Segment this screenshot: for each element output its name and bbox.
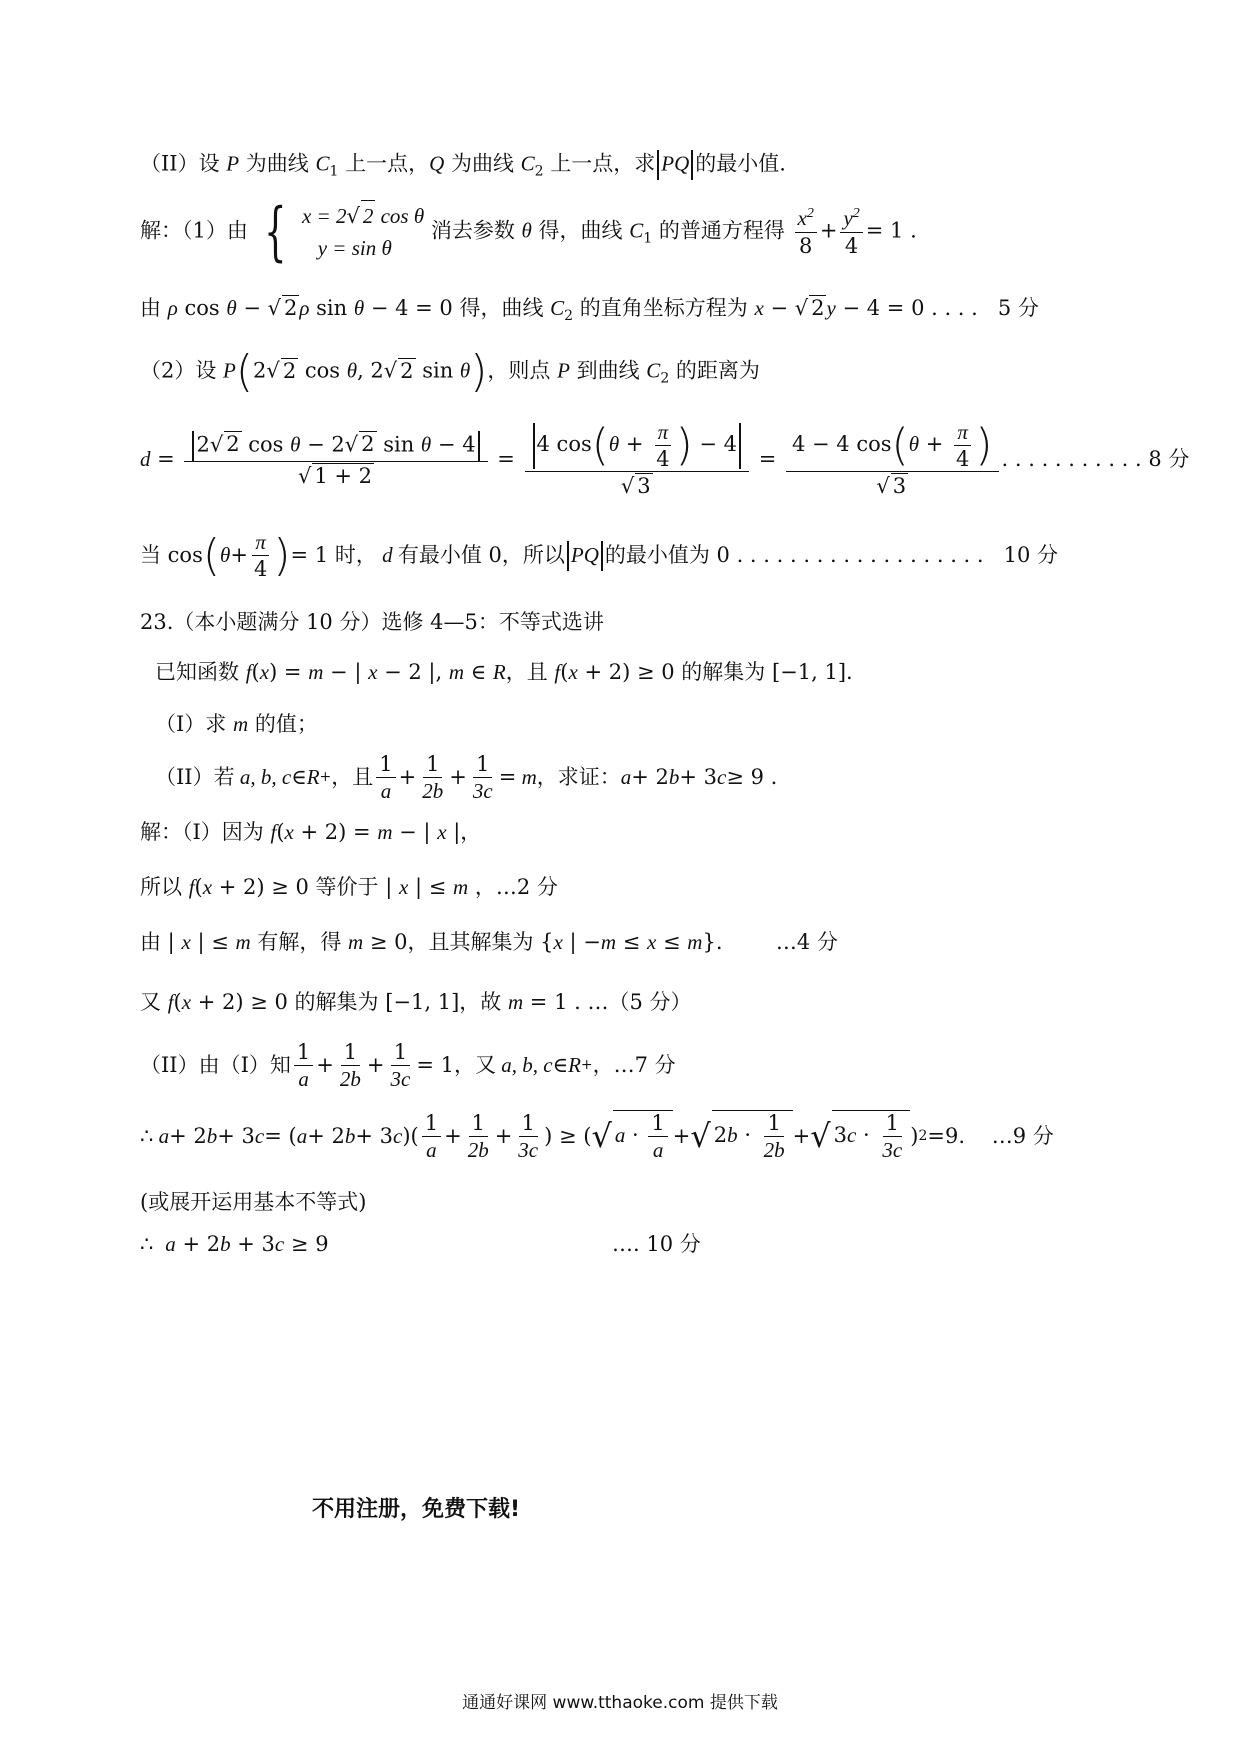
minimum-value-line: 当 cos ( θ + $\frac{\pi}{4}$ ) = 1 时， d 有最小值 0，所以 PQ 的最小值为 0 . . . . . . . . . . . . . . . . . . . 10 分 (140, 529, 1058, 582)
question-23-part-ii: （II）若 a, b, c ∈ R + ，且 $\frac{1}{a}$ + $\frac{1}{2b}$ + $\frac{1}{3c}$ = m ，求证： a + 2 b + 3 c ≥ 9 . (155, 752, 778, 804)
distance-formula: d = $\frac{\text{2√ 2 cos θ − 2√ 2 sin θ − 4}}{√ 1 + 2}$ = 4 cos(θ + $\frac{\pi}{4}$ ) − 4 √ 3 = 4 − 4 cos(θ + $\frac{\pi}{4}$ ) √ 3 . . . . . . . . . . . 8 分 (140, 419, 1190, 499)
question-23-title: 23.（本小题满分 10 分）选修 4—5：不等式选讲 (140, 610, 604, 634)
solution-23-part-ii: （II）由（I）知 $\frac{1}{a}$ + $\frac{1}{2b}$ + $\frac{1}{3c}$ = 1，又 a, b, c ∈ R + ，…7 分 (140, 1040, 676, 1092)
solution-23-m-value: 又 f(x + 2) ≥ 0 的解集为 [−1, 1]，故 m = 1 . …（5 分） (140, 990, 692, 1014)
solution-23-start: 解：（I）因为 f(x + 2) = m − | x |， (140, 820, 482, 844)
solution-part-2: （2）设 P(2√ 2 cos θ, 2√ 2 sin θ)，则点 P 到曲线 $C_2$ 的距离为 (140, 346, 760, 397)
conclusion-line: ∴ a + 2b + 3c ≥ 9 (140, 1232, 329, 1256)
question-23-stem: 已知函数 f(x) = m − | x − 2 |, m ∈ R，且 f(x + 2) ≥ 0 的解集为 [−1, 1]. (155, 660, 853, 684)
conclusion-score: …. 10 分 (612, 1232, 701, 1256)
solution-part-1: 解：（1）由 { x = 2√ 2 cos θ y = sin θ 消去参数 θ 得，曲线 $C_1$ 的普通方程得 $\frac{x^2}{8}$ + $\frac{y^2}{4}$ = 1 . (140, 195, 917, 269)
alternative-method-note: (或展开运用基本不等式) (140, 1190, 367, 1214)
solution-23-solution-set: 由 | x | ≤ m 有解，得 m ≥ 0，且其解集为 {x | −m ≤ x ≤ m}. …4 分 (140, 930, 838, 954)
question-23-part-i: （I）求 m 的值； (155, 712, 318, 736)
promo-text: 不用注册，免费下载! (312, 1497, 521, 1522)
solution-23-equivalent: 所以 f(x + 2) ≥ 0 等价于 | x | ≤ m ，…2 分 (140, 875, 558, 899)
polar-to-cartesian: 由 ρ cos θ − √ 2ρ sin θ − 4 = 0 得，曲线 $C_2$ 的直角坐标方程为 x − √ 2y − 4 = 0 . . . . 5 分 (140, 296, 1039, 325)
cauchy-inequality: ∴ a + 2 b + 3 c = ( a + 2 b + 3 c )( $\frac{1}{a}$ + $\frac{1}{2b}$ + $\frac{1}{3c}$ ) ≥ ( √ a · $\frac{1}{a}$ + √ 2b · $\frac{1}{2b}$ + √ 3c · $\frac{1}{3c}$ ) 2 =9. …9 分 (140, 1110, 1054, 1163)
part-ii-question: （II）设 P 为曲线 $C_1$ 上一点，Q 为曲线 $C_2$ 上一点，求 PQ 的最小值. (140, 151, 786, 180)
footer-source[interactable]: 通通好课网 www.tthaoke.com 提供下载 (462, 1693, 778, 1713)
